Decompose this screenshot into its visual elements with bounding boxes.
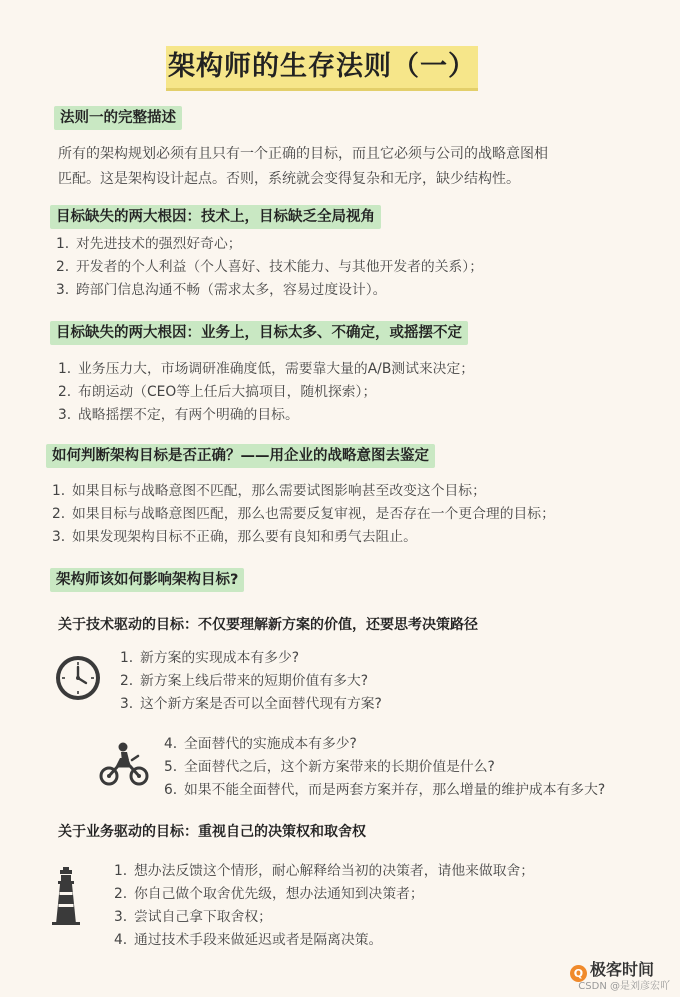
list-item: 1. 对先进技术的强烈好奇心； [56,236,242,252]
section-heading-business-root-cause: 目标缺失的两大根因：业务上，目标太多、不确定，或摇摆不定 [50,321,468,345]
list-item: 2. 如果目标与战略意图匹配，那么也需要反复审视，是否存在一个更合理的目标； [52,506,555,522]
section-heading-tech-root-cause: 目标缺失的两大根因：技术上，目标缺乏全局视角 [50,205,381,229]
lighthouse-icon [50,866,82,926]
business-action-list [114,860,534,952]
tech-root-cause-list [56,233,483,302]
list-item: 3. 这个新方案是否可以全面替代现有方案? [120,696,382,712]
description-line: 所有的架构规划必须有且只有一个正确的目标，而且它必须与公司的战略意图相 [58,146,548,162]
rule-one-description [58,142,548,192]
section-heading-judge-goal: 如何判断架构目标是否正确？——用企业的战略意图去鉴定 [46,444,435,468]
list-item: 2. 开发者的个人利益（个人喜好、技术能力、与其他开发者的关系）； [56,259,484,275]
logo-text: 极客时间 [589,960,654,979]
list-item: 2. 新方案上线后带来的短期价值有多大? [120,673,369,689]
list-item: 1. 想办法反馈这个情形，耐心解释给当初的决策者，请他来做取舍； [114,863,535,879]
list-item: 3. 战略摇摆不定，有两个明确的目标。 [58,407,299,423]
clock-icon [54,654,102,702]
tech-driven-subheading: 关于技术驱动的目标：不仅要理解新方案的价值，还要思考决策路径 [58,617,478,633]
list-item: 3. 跨部门信息沟通不畅（需求太多，容易过度设计）。 [56,282,387,298]
list-item: 5. 全面替代之后，这个新方案带来的长期价值是什么? [164,759,495,775]
list-item: 1. 新方案的实现成本有多少? [120,650,300,666]
judge-goal-list [52,480,555,549]
list-item: 6. 如果不能全面替代，而是两套方案并存，那么增量的维护成本有多大? [164,782,606,798]
section-heading-influence-goal: 架构师该如何影响架构目标? [50,568,244,592]
list-item: 2. 布朗运动（CEO等上任后大搞项目，随机探索）； [58,384,377,400]
list-item: 3. 尝试自己拿下取舍权； [114,909,272,925]
source-credit: CSDN @是刘彦宏吖 [578,981,670,992]
motorcycle-icon [98,740,150,788]
logo-mark-icon: Q [570,965,587,982]
list-item: 1. 如果目标与战略意图不匹配，那么需要试图影响甚至改变这个目标； [52,483,486,499]
list-item: 4. 全面替代的实施成本有多少? [164,736,357,752]
business-root-cause-list [58,358,474,427]
business-driven-subheading: 关于业务驱动的目标：重视自己的决策权和取舍权 [58,824,366,840]
description-line: 匹配。这是架构设计起点。否则，系统就会变得复杂和无序，缺少结构性。 [58,171,520,187]
list-item: 1. 业务压力大，市场调研准确度低，需要靠大量的A/B测试来决定； [58,361,475,377]
section-heading-rule-one: 法则一的完整描述 [54,106,182,130]
tech-question-list-long-term [164,733,605,802]
tech-question-list-short-term [120,647,382,716]
list-item: 2. 你自己做个取舍优先级，想办法通知到决策者； [114,886,424,902]
page-title: 架构师的生存法则（一） [166,46,478,88]
list-item: 3. 如果发现架构目标不正确，那么要有良知和勇气去阻止。 [52,529,417,545]
list-item: 4. 通过技术手段来做延迟或者是隔离决策。 [114,932,383,948]
